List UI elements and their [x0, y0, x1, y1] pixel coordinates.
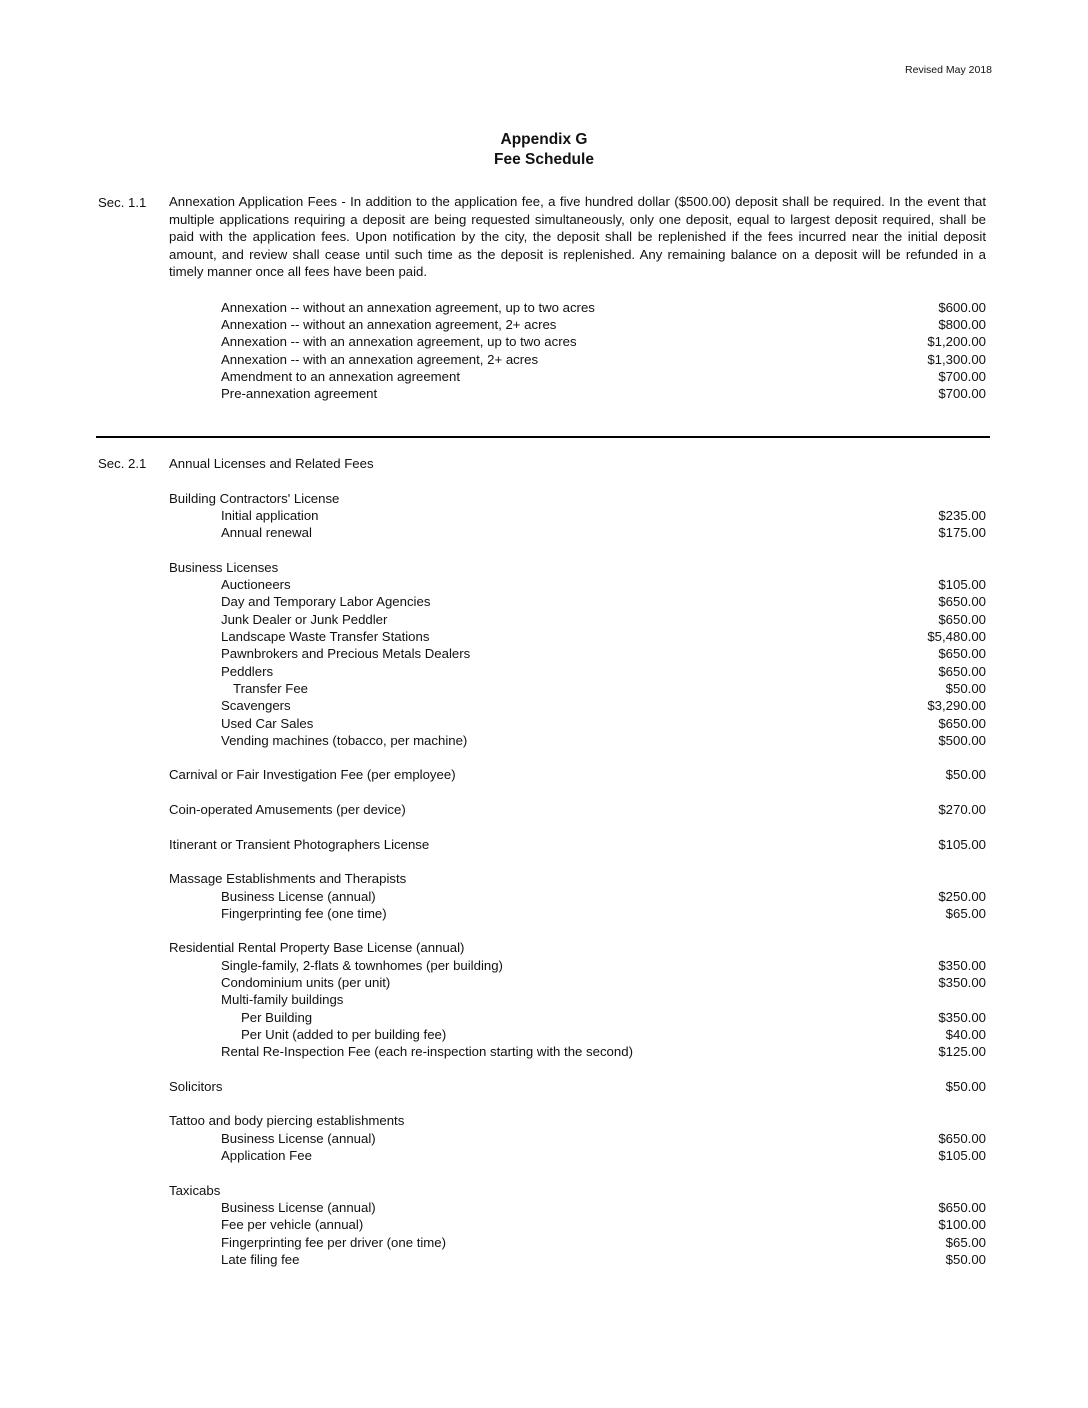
section-1-paragraph: Annexation Application Fees - In addition to the application fee, a five hundred dollar ($500.00) deposit shall be required. In the event that multiple applications requiring a deposit are being requested simultaneously, only one deposit, equal to largest deposit required, shall be paid with the application fees. Upon notification by the city, the deposit shall be replenished if the fees incurred near the initial deposit amount, and review shall cease until such time as the deposit is replenished. Any remaining balance on a deposit will be refunded in a timely manner once all fees have been paid.: [169, 194, 986, 279]
fee-amount: $50.00: [945, 767, 986, 783]
fee-row: [0, 628, 1088, 645]
fee-label: Per Building: [241, 1009, 313, 1025]
fee-label: Condominium units (per unit): [221, 975, 391, 990]
fee-label: Annexation -- without an annexation agreement, up to two acres: [221, 299, 595, 315]
fee-label: Used Car Sales: [221, 715, 314, 731]
fee-amount: $105.00: [938, 577, 986, 593]
fee-row: [0, 593, 1088, 610]
fee-row: [0, 1199, 1088, 1216]
fee-label: Fee per vehicle (annual): [221, 1217, 364, 1233]
fee-label: Application Fee: [221, 1148, 312, 1163]
fee-amount: $350.00: [938, 975, 986, 990]
section-2-heading: Annual Licenses and Related Fees: [169, 456, 374, 471]
fee-row: [0, 888, 1088, 905]
fee-label: Amendment to an annexation agreement: [221, 368, 460, 384]
fee-row: [0, 1112, 1088, 1129]
fee-row: [0, 524, 1088, 541]
section-divider: [96, 436, 990, 438]
fee-amount: $40.00: [945, 1026, 986, 1042]
fee-row: [0, 368, 1088, 385]
fee-label: Pre-annexation agreement: [221, 386, 378, 402]
fee-row: [0, 766, 1088, 783]
fee-row: [0, 905, 1088, 922]
fee-label: Fingerprinting fee (one time): [221, 905, 387, 921]
fee-row: [0, 991, 1088, 1008]
fee-amount: $50.00: [945, 1078, 986, 1094]
fee-row: [0, 1234, 1088, 1251]
fee-label: Solicitors: [169, 1078, 223, 1094]
fee-label: Junk Dealer or Junk Peddler: [221, 611, 388, 627]
fee-amount: $650.00: [938, 1130, 986, 1146]
fee-amount: $800.00: [938, 316, 986, 332]
fee-row: [0, 1026, 1088, 1043]
fee-label: Business License (annual): [221, 1130, 376, 1146]
fee-amount: $250.00: [938, 888, 986, 904]
fee-amount: $125.00: [938, 1044, 986, 1060]
fee-row: [0, 715, 1088, 732]
fee-label: Rental Re-Inspection Fee (each re-inspection starting with the second): [221, 1044, 633, 1060]
fee-row: [0, 645, 1088, 662]
fee-amount: $650.00: [938, 663, 986, 679]
fee-amount: $700.00: [938, 368, 986, 384]
fee-amount: $100.00: [938, 1217, 986, 1233]
fee-amount: $650.00: [938, 594, 986, 610]
fee-amount: $500.00: [938, 732, 986, 748]
fee-row: [0, 870, 1088, 887]
fee-label: Pawnbrokers and Precious Metals Dealers: [221, 646, 471, 662]
fee-label: Scavengers: [221, 698, 291, 714]
fee-label: Initial application: [221, 507, 319, 523]
fee-row: [0, 680, 1088, 697]
fee-amount: $650.00: [938, 715, 986, 731]
fee-amount: $5,480.00: [927, 629, 986, 644]
fee-label: Annexation -- with an annexation agreement, up to two acres: [221, 334, 577, 350]
fee-row: [0, 316, 1088, 333]
fee-amount: $350.00: [938, 1009, 986, 1025]
fee-row: [0, 1147, 1088, 1164]
fee-label: Late filing fee: [221, 1251, 300, 1267]
fee-amount: $1,200.00: [927, 334, 986, 350]
fee-label: Transfer Fee: [233, 680, 308, 696]
fee-amount: $650.00: [938, 646, 986, 662]
fee-amount: $270.00: [938, 802, 986, 817]
fee-label: Massage Establishments and Therapists: [169, 871, 407, 887]
fee-row: [0, 957, 1088, 974]
fee-row: [0, 351, 1088, 368]
fee-label: Landscape Waste Transfer Stations: [221, 629, 430, 644]
fee-label: Building Contractors' License: [169, 490, 340, 506]
fee-amount: $350.00: [938, 957, 986, 973]
fee-row: [0, 1216, 1088, 1233]
fee-label: Residential Rental Property Base License (annual): [169, 940, 465, 956]
fee-label: Business License (annual): [221, 1199, 376, 1215]
section-2-heading-row: [0, 455, 1088, 472]
fee-label: Vending machines (tobacco, per machine): [221, 732, 468, 748]
fee-row: [0, 611, 1088, 628]
fee-amount: $50.00: [945, 1251, 986, 1267]
fee-label: Carnival or Fair Investigation Fee (per employee): [169, 767, 456, 783]
fee-row: [0, 1009, 1088, 1026]
fee-row: [0, 732, 1088, 749]
fee-row: [0, 333, 1088, 350]
fee-amount: $3,290.00: [927, 698, 986, 714]
fee-label: Fingerprinting fee per driver (one time): [221, 1234, 447, 1250]
fee-row: [0, 1182, 1088, 1199]
fee-row: [0, 801, 1088, 818]
fee-label: Peddlers: [221, 663, 274, 679]
fee-amount: $50.00: [945, 680, 986, 696]
section-2-number: Sec. 2.1: [98, 456, 147, 471]
fee-amount: $105.00: [938, 1148, 986, 1163]
revision-date: Revised May 2018: [905, 64, 992, 76]
fee-label: Day and Temporary Labor Agencies: [221, 594, 431, 610]
fee-label: Coin-operated Amusements (per device): [169, 802, 406, 817]
fee-schedule-title: Fee Schedule: [494, 151, 594, 168]
fee-row: [0, 836, 1088, 853]
fee-label: Annual renewal: [221, 525, 312, 541]
fee-label: Annexation -- without an annexation agreement, 2+ acres: [221, 316, 557, 332]
fee-row: [0, 559, 1088, 576]
fee-label: Taxicabs: [169, 1182, 221, 1198]
fee-label: Annexation -- with an annexation agreement, 2+ acres: [221, 351, 539, 367]
fee-label: Multi-family buildings: [221, 992, 344, 1008]
fee-row: [0, 697, 1088, 714]
fee-label: Itinerant or Transient Photographers License: [169, 836, 430, 852]
fee-amount: $105.00: [938, 836, 986, 852]
fee-row: [0, 576, 1088, 593]
fee-amount: $1,300.00: [927, 351, 986, 367]
fee-amount: $65.00: [945, 905, 986, 921]
fee-row: [0, 1130, 1088, 1147]
fee-amount: $650.00: [938, 1199, 986, 1215]
fee-row: [0, 507, 1088, 524]
fee-row: [0, 299, 1088, 316]
fee-amount: $65.00: [945, 1234, 986, 1250]
fee-row: [0, 385, 1088, 402]
appendix-title: Appendix G: [500, 131, 588, 148]
fee-row: [0, 490, 1088, 507]
fee-amount: $175.00: [938, 525, 986, 541]
fee-amount: $650.00: [938, 611, 986, 627]
fee-row: [0, 974, 1088, 991]
fee-label: Tattoo and body piercing establishments: [169, 1113, 405, 1129]
fee-label: Business Licenses: [169, 559, 279, 575]
fee-row: [0, 1043, 1088, 1060]
fee-row: [0, 1251, 1088, 1268]
fee-label: Per Unit (added to per building fee): [241, 1026, 447, 1042]
fee-row: [0, 939, 1088, 956]
fee-label: Business License (annual): [221, 888, 376, 904]
section-1-number: Sec. 1.1: [98, 195, 147, 210]
fee-amount: $700.00: [938, 386, 986, 402]
fee-label: Single-family, 2-flats & townhomes (per building): [221, 957, 503, 973]
fee-row: [0, 663, 1088, 680]
fee-amount: $235.00: [938, 507, 986, 523]
fee-row: [0, 1078, 1088, 1095]
fee-label: Auctioneers: [221, 577, 291, 593]
fee-amount: $600.00: [938, 299, 986, 315]
